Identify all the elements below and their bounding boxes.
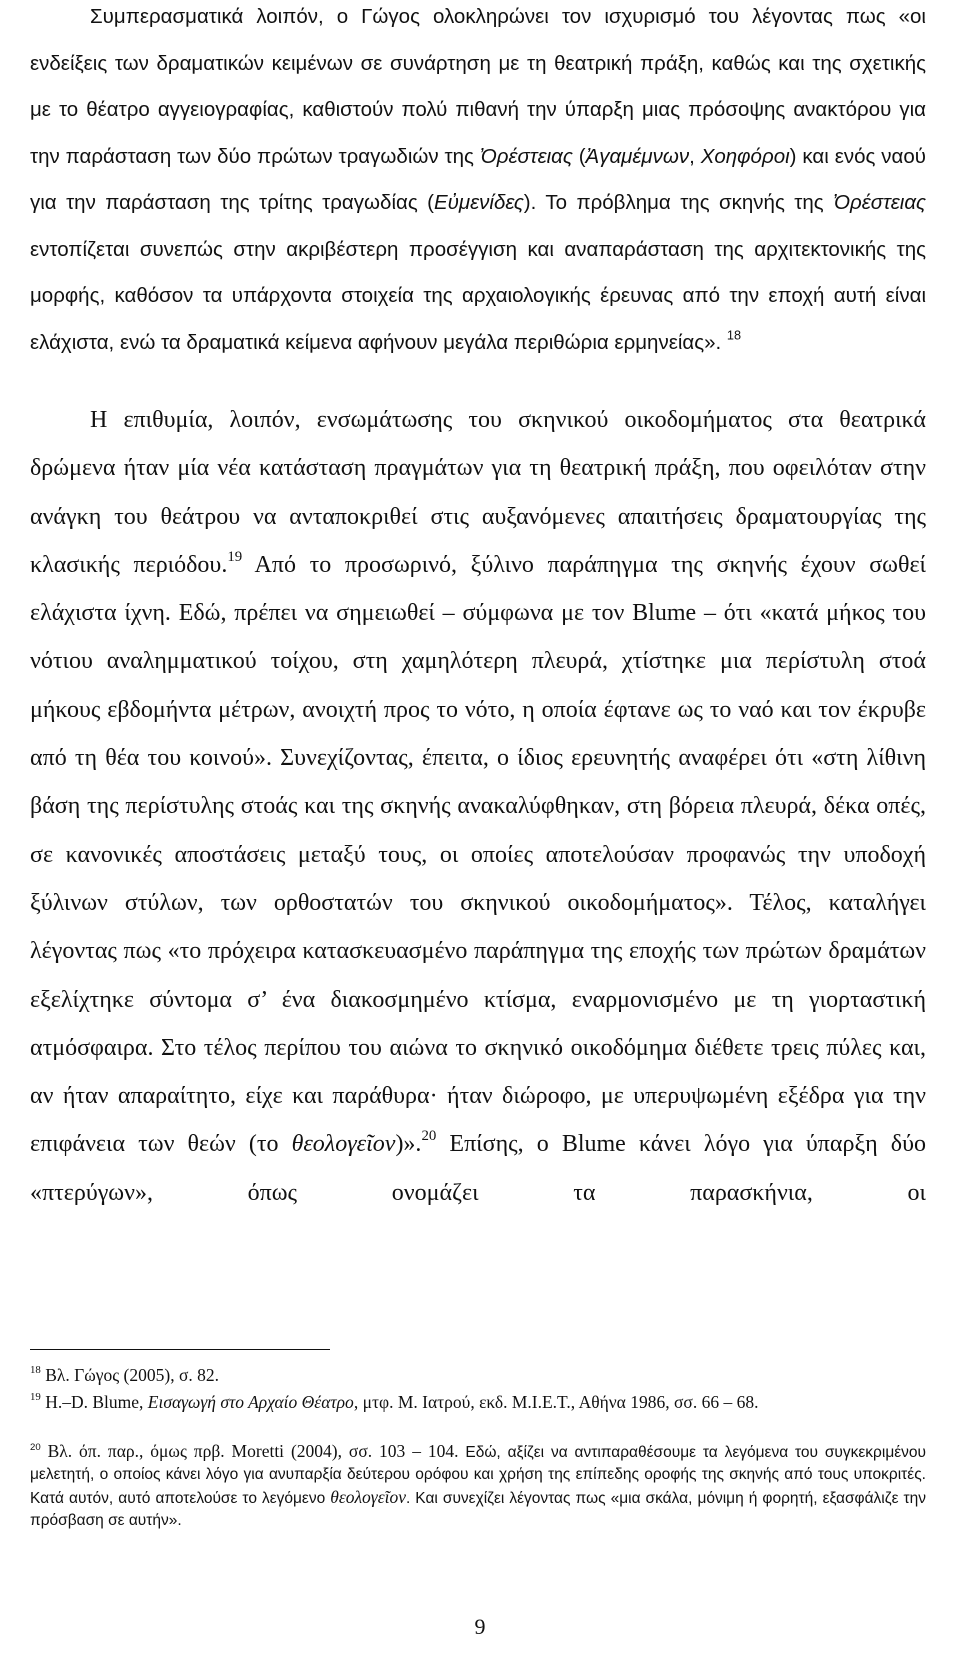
- footnote-20-post: . Και συνεχίζει λέγοντας πως «μια σκάλα, μόνιμη ή φορητή, εξασφάλιζε την πρόσβαση σε αυτήν».: [30, 1490, 926, 1529]
- footnote-18-text: Βλ. Γώγος (2005), σ. 82.: [40, 1365, 220, 1385]
- paragraph-2: [30, 396, 926, 1217]
- title-oresteia-2: Ὀρέστειας: [833, 191, 927, 214]
- paragraph-1-end: εντοπίζεται συνεπώς στην ακριβέστερη προσέγγιση και αναπαράσταση της αρχιτεκτονικής της μορφής, καθόσον τα υπάρχοντα στοιχεία της αρχαιολογικής έρευνας από την εποχή αυτή είναι ελάχιστα, ενώ τα δραματικά κείμενα αφήνουν μεγάλα περιθώρια ερμηνείας».: [30, 237, 926, 354]
- footnote-number-19: 19: [30, 1390, 41, 1403]
- footnote-ref-19[interactable]: 19: [227, 548, 243, 565]
- footnote-19-post: , μτφ. Μ. Ιατρού, εκδ. Μ.Ι.Ε.Τ., Αθήνα 1986, σσ. 66 – 68.: [353, 1392, 759, 1412]
- title-eumenides: Εὐμενίδες: [433, 191, 524, 214]
- footnote-19-title: Εισαγωγή στο Αρχαίο Θέατρο: [147, 1392, 354, 1412]
- term-theologeion: θεολογεῖον: [291, 1131, 396, 1158]
- footnote-20: [30, 1440, 926, 1532]
- comma: ,: [689, 144, 701, 168]
- footnote-number-20: 20: [30, 1441, 41, 1453]
- footnote-ref-20[interactable]: 20: [421, 1128, 437, 1145]
- footnote-20-term: θεολογεῖον: [330, 1487, 406, 1507]
- paren-open: (: [572, 144, 586, 168]
- footnote-20-pre: Βλ. όπ. παρ., όμως πρβ. Moretti (2004), σσ. 103 – 104.: [40, 1441, 459, 1461]
- title-agamemnon: Ἀγαμέμνων: [585, 144, 690, 168]
- title-oresteia: Ὀρέστειας: [479, 144, 573, 168]
- paragraph-2-part4: Επίσης, ο Blume κάνει λόγο για ύπαρξη δύο «πτερύγων», όπως ονομάζει τα παρασκήνια, οι: [30, 1131, 926, 1206]
- paragraph-1-intro: Συμπερασματικά λοιπόν, ο Γώγος ολοκληρώνει τον ισχυρισμό του λέγοντας πως «οι ενδείξεις των δραματικών κειμένων σε συνάρτηση με τη θεατρική πράξη, καθώς και της σχετικής με το θέατρο αγγειογραφίας, καθιστούν πολύ πιθανή την ύπαρξη μιας πρόσοψης ανακτόρου για την παράσταση των δύο πρώτων τραγωδιών της: [30, 5, 926, 168]
- footnote-18: [30, 1364, 926, 1386]
- paragraph-1-cont: ). Το πρόβλημα της σκηνής της: [523, 191, 834, 214]
- paragraph-2-part2: Από το προσωρινό, ξύλινο παράπηγμα της σκηνής έχουν σωθεί ελάχιστα ίχνη. Εδώ, πρέπει να σημειωθεί – σύμφωνα με τον Blume – ότι «κατά μήκος του νότιου αναλημματικού τοίχου, στη χαμηλότερη πλευρά, χτίστηκε μια περίστυλη στοά μήκους εβδομήντα μέτρων, ανοιχτή προς το νότο, η οποία έφτανε ως το ναό και τον έκρυβε από τη θέα του κοινού». Συνεχίζοντας, έπειτα, ο ίδιος ερευνητής αναφέρει ότι «στη λίθινη βάση της περίστυλης στοάς και της σκηνής ανακαλύφθηκαν, στη βόρεια πλευρά, δέκα οπές, σε κανονικές αποστάσεις μεταξύ τους, οι οποίες αποτελούσαν προφανώς την υποδοχή ξύλινων στύλων, των ορθοστατών του σκηνικού οικοδομήματος». Τέλος, καταλήγει λέγοντας πως «το πρόχειρα κατασκευασμένο παράπηγμα της εποχής των πρώτων δραμάτων εξελίχτηκε σύντομα σ’ ένα διακοσμημένο κτίσμα, εναρμονισμένο με τη γιορταστική ατμόσφαιρα. Στο τέλος περίπου του αιώνα το σκηνικό οικοδόμημα διέθετε τρεις πύλες και, αν ήταν απαραίτητο, είχε και παράθυρα· ήταν διώροφο, με υπερυψωμένη εξέδρα για την επιφάνεια των θεών (το: [30, 551, 927, 1158]
- title-choephoroi: Χοηφόροι: [700, 144, 790, 168]
- paragraph-2-part3: )».: [395, 1131, 422, 1158]
- footnote-number-18: 18: [30, 1363, 41, 1376]
- footnote-20-pre2: Εδώ, αξίζει να αντιπαραθέσουμε τα λεγόμενα του συγκεκριμένου μελετητή, ο οποίος κάνει λόγο για ανυπαρξία δεύτερου ορόφου και χρήση της επίπεδης οροφής της σκηνής από τους υποκριτές. Κατά αυτόν, αυτό αποτελούσε το λεγόμενο: [30, 1444, 927, 1507]
- footnote-ref-18[interactable]: 18: [726, 326, 742, 342]
- paragraph-2-part1: Η επιθυμία, λοιπόν, ενσωμάτωσης του σκηνικού οικοδομήματος στα θεατρικά δρώμενα ήταν μία νέα κατάσταση πραγμάτων για τη θεατρική πράξη, που οφειλόταν στην ανάγκη του θεάτρου να ανταποκριθεί στις αυξανόμενες απαιτήσεις δραματουργίας της κλασικής περιόδου.: [30, 407, 926, 578]
- page-number: 9: [474, 1614, 486, 1639]
- paragraph-1: [30, 0, 926, 366]
- footnote-separator: [30, 1349, 330, 1350]
- footnote-19-pre: H.–D. Blume,: [40, 1392, 148, 1412]
- footnote-19: [30, 1391, 926, 1413]
- paragraph-1-mid: ) και ενός ναού για την παράσταση της τρίτης τραγωδίας (: [30, 144, 926, 214]
